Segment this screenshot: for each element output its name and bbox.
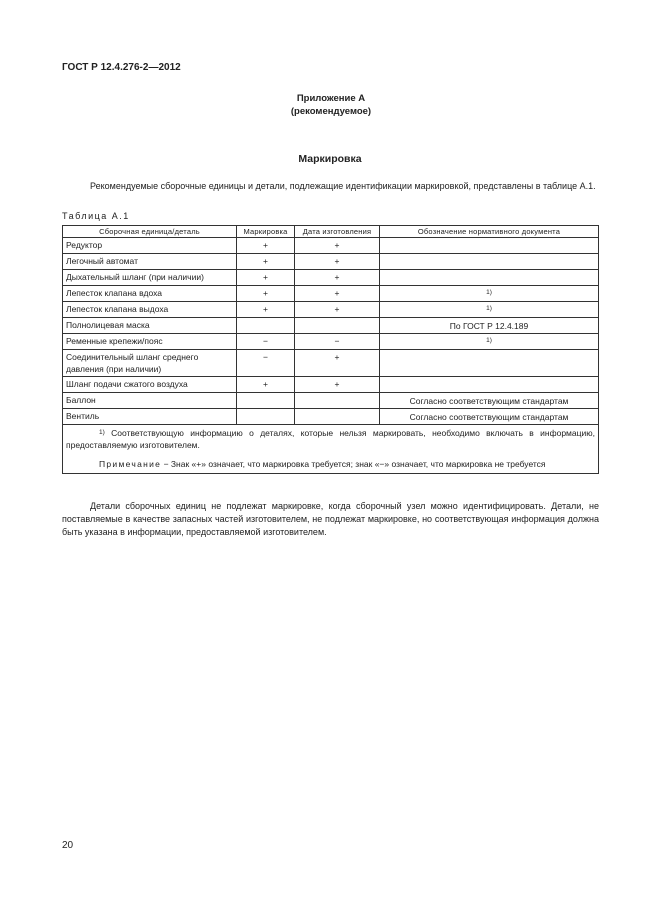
cell-document: [380, 302, 599, 318]
table-row: [63, 377, 599, 393]
cell-document: [380, 350, 599, 377]
cell-marking: [237, 393, 295, 409]
footnote-ref: 1): [486, 289, 492, 296]
cell-date: [295, 409, 380, 425]
cell-date: +: [295, 350, 380, 377]
note-label: Примечание: [99, 459, 162, 469]
table-caption: Таблица А.1: [62, 211, 130, 221]
cell-marking: −: [237, 350, 295, 377]
cell-part: Ременные крепежи/пояс: [63, 334, 237, 350]
appendix-subtitle: (рекомендуемое): [290, 106, 372, 117]
cell-document: [380, 238, 599, 254]
cell-date: −: [295, 334, 380, 350]
cell-date: [295, 393, 380, 409]
cell-marking: +: [237, 270, 295, 286]
footnote-ref: 1): [486, 305, 492, 312]
footnote-ref: 1): [486, 337, 492, 344]
table-row: [63, 302, 599, 318]
table-row: [63, 350, 599, 377]
cell-part: Шланг подачи сжатого воздуха: [63, 377, 237, 393]
table-notes-row: [63, 425, 599, 474]
cell-document: [380, 286, 599, 302]
document-code: ГОСТ Р 12.4.276-2—2012: [62, 62, 181, 73]
cell-part: Баллон: [63, 393, 237, 409]
table-row: [63, 334, 599, 350]
cell-part: Легочный автомат: [63, 254, 237, 270]
cell-marking: [237, 318, 295, 334]
cell-date: +: [295, 270, 380, 286]
cell-document: Согласно соответствующим стандартам: [380, 393, 599, 409]
cell-marking: +: [237, 286, 295, 302]
cell-marking: +: [237, 254, 295, 270]
cell-marking: +: [237, 302, 295, 318]
cell-date: +: [295, 377, 380, 393]
cell-date: +: [295, 286, 380, 302]
table-note: [66, 458, 595, 470]
table-row: [63, 409, 599, 425]
cell-part: Вентиль: [63, 409, 237, 425]
table-row: [63, 270, 599, 286]
cell-document: [380, 377, 599, 393]
cell-document: [380, 254, 599, 270]
cell-document: [380, 334, 599, 350]
page-number: 20: [62, 840, 74, 851]
column-header-document: Обозначение нормативного документа: [380, 226, 599, 238]
cell-document: По ГОСТ Р 12.4.189: [380, 318, 599, 334]
intro-paragraph: Рекомендуемые сборочные единицы и детали, подлежащие идентификации маркировкой, представлены в таблице А.1.: [90, 181, 596, 191]
section-title: Маркировка: [298, 153, 362, 165]
cell-date: +: [295, 254, 380, 270]
footnote-text: Соответствующую информацию о деталях, которые нельзя маркировать, необходимо включать в информацию, предоставляемую изготовителем.: [66, 428, 595, 450]
column-header-date: Дата изготовления: [295, 226, 380, 238]
appendix-title: Приложение А: [296, 93, 366, 104]
column-header-marking: Маркировка: [237, 226, 295, 238]
marking-table: [62, 225, 599, 474]
table-notes: [63, 425, 599, 474]
cell-marking: +: [237, 238, 295, 254]
note-text: − Знак «+» означает, что маркировка требуется; знак «−» означает, что маркировка не требуется: [163, 459, 546, 469]
column-header-part: Сборочная единица/деталь: [63, 226, 237, 238]
table-row: [63, 238, 599, 254]
cell-part: Полнолицевая маска: [63, 318, 237, 334]
cell-part: Лепесток клапана вдоха: [63, 286, 237, 302]
cell-marking: +: [237, 377, 295, 393]
table-row: [63, 254, 599, 270]
cell-date: [295, 318, 380, 334]
appendix-heading: [0, 92, 646, 118]
table-row: [63, 318, 599, 334]
cell-marking: [237, 409, 295, 425]
cell-marking: −: [237, 334, 295, 350]
cell-part: Соединительный шланг среднего давления (при наличии): [63, 350, 237, 377]
cell-document: Согласно соответствующим стандартам: [380, 409, 599, 425]
table-row: [63, 286, 599, 302]
cell-date: +: [295, 302, 380, 318]
closing-paragraph: Детали сборочных единиц не подлежат маркировке, когда сборочный узел можно идентифицировать. Детали, не поставляемые в качестве запасных частей изготовителем, не подлежат маркировке, но соответствующая информация должна быть указана в информации, предоставляемой изготовителем.: [62, 501, 599, 537]
table-footnote: [66, 427, 595, 451]
cell-date: +: [295, 238, 380, 254]
footnote-mark: 1): [99, 429, 105, 436]
cell-part: Редуктор: [63, 238, 237, 254]
cell-document: [380, 270, 599, 286]
table-row: [63, 393, 599, 409]
cell-part: Дыхательный шланг (при наличии): [63, 270, 237, 286]
cell-part: Лепесток клапана выдоха: [63, 302, 237, 318]
